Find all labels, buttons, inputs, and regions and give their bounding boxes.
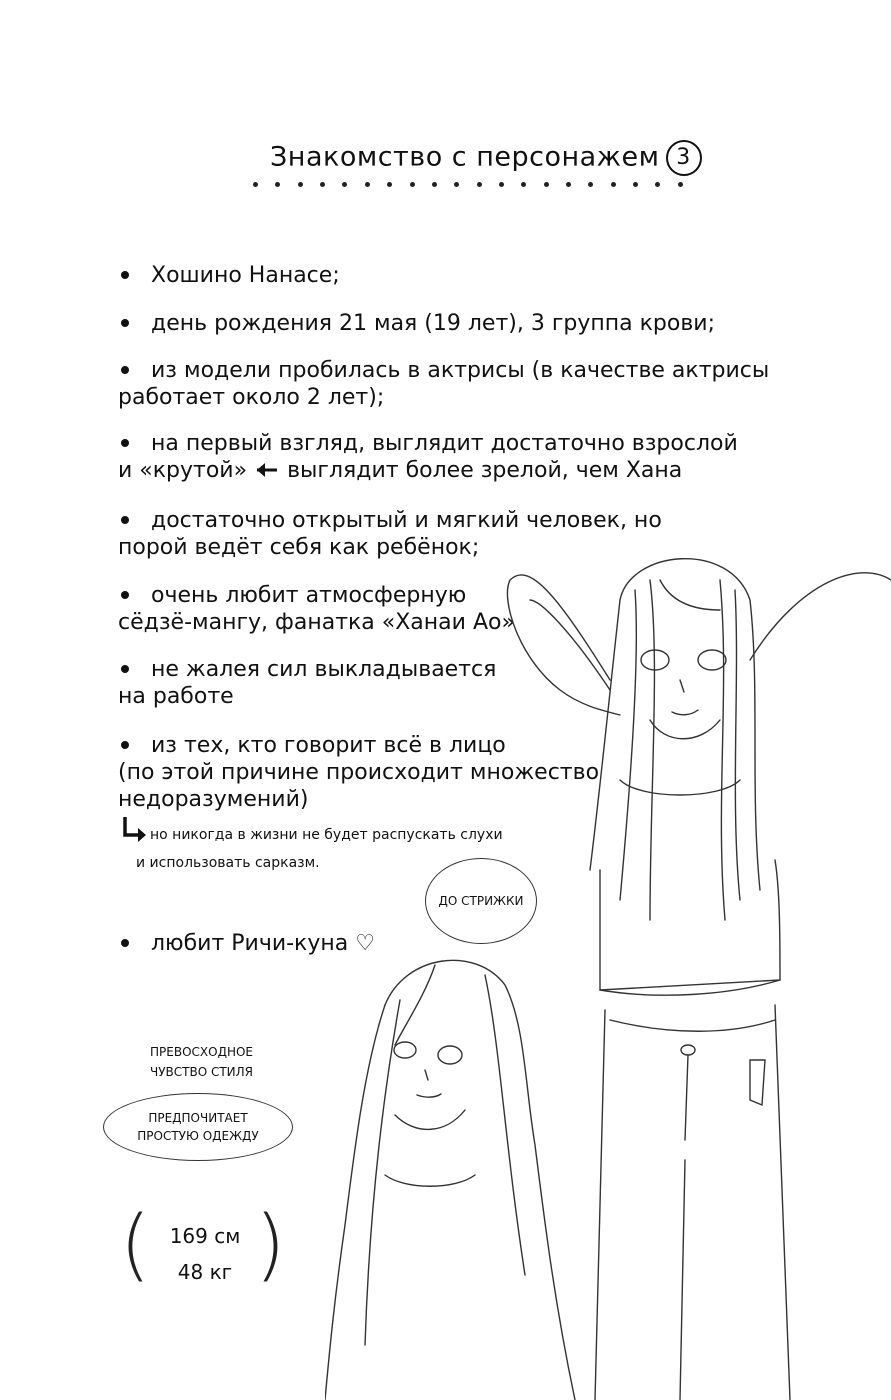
list-item: очень любит атмосферную сёдзё-мангу, фанатка «Ханаи Ао» (118, 583, 515, 635)
clothes-bubble: ПРЕДПОЧИТАЕТ ПРОСТУЮ ОДЕЖДУ (103, 1093, 293, 1161)
bullet-icon (121, 741, 129, 749)
list-item: день рождения 21 мая (19 лет), 3 группа крови; (118, 310, 715, 337)
before-haircut-bubble: ДО СТРИЖКИ (425, 858, 537, 944)
measurements (160, 1218, 250, 1290)
weight-value: 48 кг (177, 1260, 233, 1284)
bullet-icon (121, 319, 129, 327)
style-note: ПРЕВОСХОДНОЕ ЧУВСТВО СТИЛЯ (150, 1045, 254, 1079)
list-item: из модели пробилась в актрисы (в качестве актрисы работает около 2 лет); (118, 358, 770, 410)
bullet-icon (121, 665, 129, 673)
list-item: из тех, кто говорит всё в лицо (по этой причине происходит множество недоразумений) (118, 733, 600, 812)
bullet-icon (121, 271, 129, 279)
sub-note: но никогда в жизни не будет распускать слухи и использовать сарказм. (136, 827, 503, 871)
title-dotted-divider (253, 182, 683, 192)
bullet-icon (121, 516, 129, 524)
page-title (270, 140, 702, 176)
arrow-left-icon (254, 461, 280, 479)
height-value: 169 см (169, 1224, 241, 1248)
arrow-down-right-icon (120, 815, 150, 845)
list-item: не жалея сил выкладывается на работе (118, 657, 497, 709)
list-item: на первый взгляд, выглядит достаточно взрослой и «крутой» выглядит более зрелой, чем Хана (118, 431, 738, 483)
character-sketch-before-haircut (325, 945, 585, 1400)
bullet-icon (121, 939, 129, 947)
bullet-icon (121, 439, 129, 447)
bullet-icon (121, 591, 129, 599)
list-item: Хошино Нанасе; (118, 262, 340, 289)
left-paren: ( (120, 1200, 151, 1290)
chapter-number-badge: 3 (666, 140, 702, 176)
right-paren: ) (255, 1200, 286, 1290)
title-text: Знакомство с персонажем (270, 141, 660, 173)
bullet-icon (121, 366, 129, 374)
list-item: достаточно открытый и мягкий человек, но порой ведёт себя как ребёнок; (118, 508, 662, 560)
list-item: любит Ричи-куна ♡ (118, 930, 375, 957)
